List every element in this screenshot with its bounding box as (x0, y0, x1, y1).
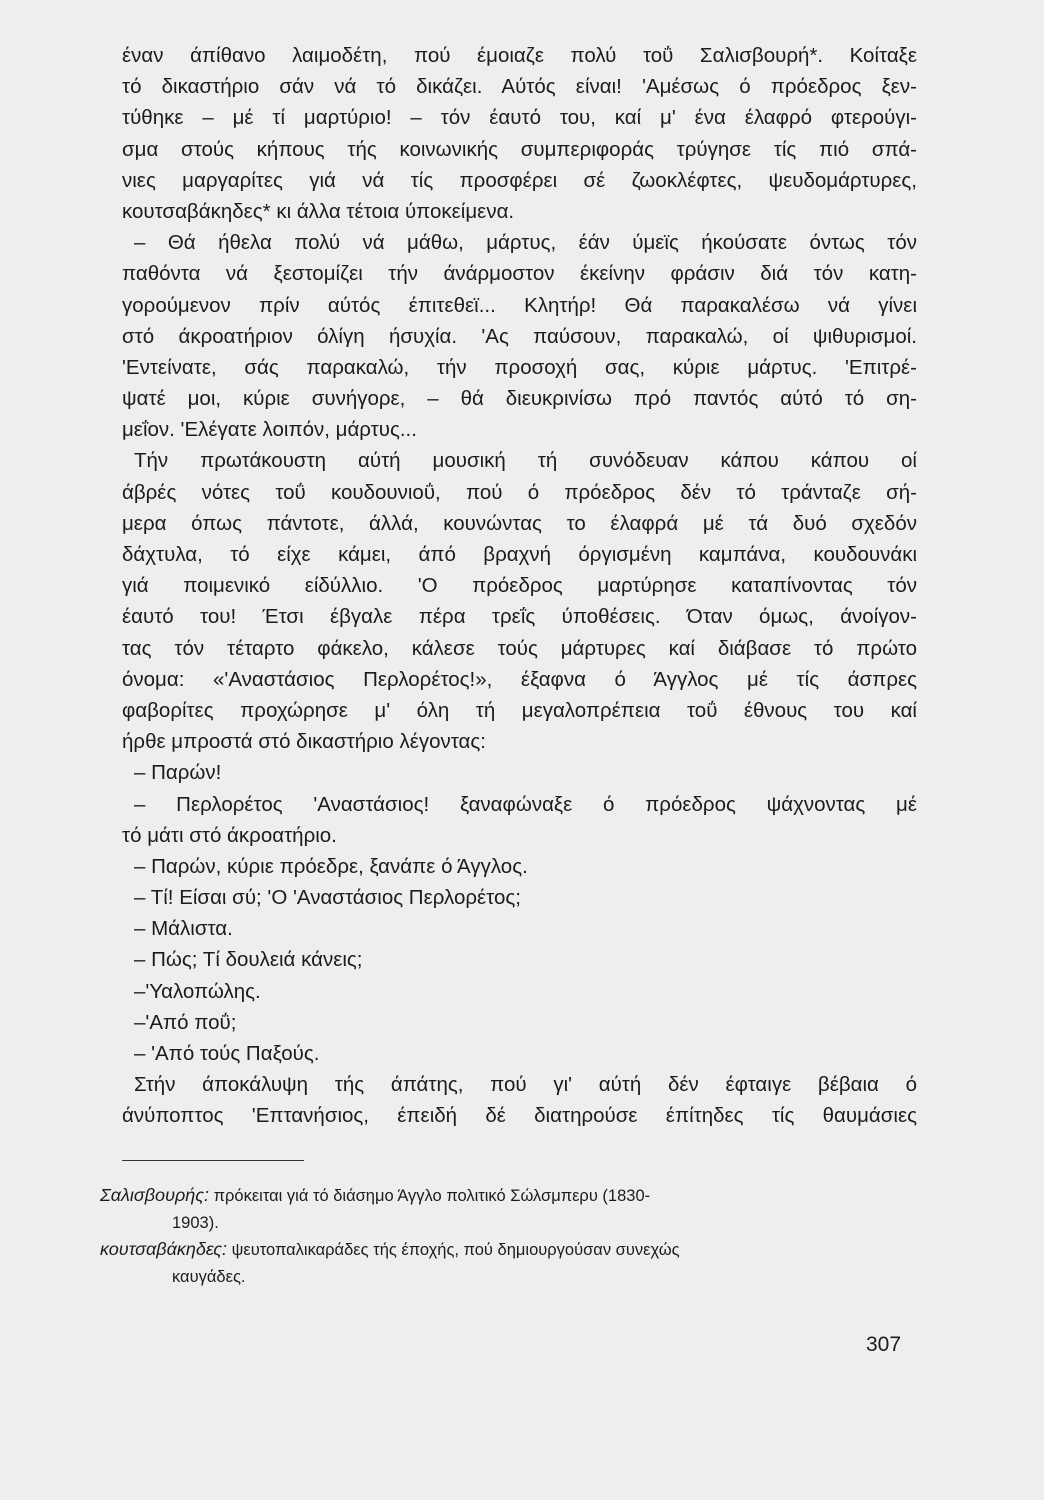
text-line: –'Υαλοπώλης. (134, 979, 261, 1003)
footnote-1-continuation: 1903). (172, 1213, 219, 1232)
text-line: –'Από ποΰ; (134, 1010, 237, 1034)
footnote-2-continuation: καυγάδες. (172, 1267, 246, 1286)
text-line: – Παρών! (134, 761, 222, 785)
body-text (122, 40, 917, 1132)
text-line: – Θά ήθελα πολύ νά μάθω, μάρτυς, έάν ύμεϊς ήκούσατε όντως τόν (134, 231, 917, 255)
footnote-2-term: κουτσαβάκηδες: (100, 1239, 228, 1259)
text-line: μερα όπως πάντοτε, άλλά, κουνώντας το έλαφρά μέ τά δυό σχεδόν (122, 511, 917, 535)
text-line: – Μάλιστα. (134, 917, 233, 941)
text-line: παθόντα νά ξεστομίζει τήν άνάρμοστον έκείνην φράσιν διά τόν κατη- (122, 262, 917, 286)
text-line: γορούμενον πρίν αύτός έπιτεθεϊ... Κλητήρ! Θά παρακαλέσω νά γίνει (122, 293, 917, 317)
footnote-2-line (100, 1236, 918, 1264)
text-line: – Περλορέτος 'Αναστάσιος! ξαναφώναξε ό πρόεδρος ψάχνοντας μέ (134, 792, 917, 816)
text-line: σμα στούς κήπους τής κοινωνικής συμπεριφοράς τρύγησε τίς πιό σπά- (122, 137, 917, 161)
text-line: τας τόν τέταρτο φάκελο, κάλεσε τούς μάρτυρες καί διάβασε τό πρώτο (122, 636, 917, 660)
footnote-1-line (100, 1182, 918, 1210)
text-line: Τήν πρωτάκουστη αύτή μουσική τή συνόδευαν κάπου κάπου οί (134, 449, 917, 473)
text-line: γιά ποιμενικό είδύλλιο. 'Ο πρόεδρος μαρτύρησε καταπίνοντας τόν (122, 574, 917, 598)
text-line: ψατέ μοι, κύριε συνήγορε, – θά διευκρινίσω πρό παντός αύτό τό ση- (122, 387, 917, 411)
text-line: στό άκροατήριον όλίγη ήσυχία. 'Ας παύσουν, παρακαλώ, οί ψιθυρισμοί. (122, 324, 917, 348)
text-line: νιες μαργαρίτες γιά νά τίς προσφέρει σέ ζωοκλέφτες, ψευδομάρτυρες, (122, 168, 917, 192)
footnote-divider (122, 1160, 304, 1161)
text-line: ήρθε μπροστά στό δικαστήριο λέγοντας: (122, 730, 486, 754)
text-line: όνομα: «'Αναστάσιος Περλορέτος!», έξαφνα ό Άγγλος μέ τίς άσπρες (122, 667, 917, 691)
text-line: φαβορίτες προχώρησε μ' όλη τή μεγαλοπρέπεια τοΰ έθνους του καί (122, 698, 917, 722)
text-line: τό μάτι στό άκροατήριο. (122, 823, 337, 847)
text-line: – 'Από τούς Παξούς. (134, 1042, 320, 1065)
text-line: έναν άπίθανο λαιμοδέτη, πού έμοιαζε πολύ τοΰ Σαλισβουρή*. Κοίταξε (122, 44, 917, 67)
text-line: δάχτυλα, τό είχε κάμει, άπό βραχνή όργισμένη καμπάνα, κουδουνάκι (122, 543, 917, 566)
text-line: – Πώς; Τί δουλειά κάνεις; (134, 948, 363, 972)
page-number: 307 (866, 1333, 902, 1356)
text-line: – Παρών, κύριε πρόεδρε, ξανάπε ό Άγγλος. (134, 854, 528, 878)
text-line: άβρές νότες τοΰ κουδουνιοΰ, πού ό πρόεδρος δέν τό τράνταζε σή- (122, 480, 917, 504)
footnote-1-term: Σαλισβουρής: (100, 1185, 210, 1205)
text-line: τό δικαστήριο σάν νά τό δικάζει. Αύτός είναι! 'Αμέσως ό πρόεδρος ξεν- (122, 75, 917, 99)
footnotes (100, 1182, 918, 1290)
text-line: έαυτό του! Έτσι έβγαλε πέρα τρεΐς ύποθέσεις. Όταν όμως, άνοίγον- (122, 605, 917, 629)
text-line: – Τί! Είσαι σύ; 'Ο 'Αναστάσιος Περλορέτος; (134, 886, 521, 910)
text-line: Στήν άποκάλυψη τής άπάτης, πού γι' αύτή δέν έφταιγε βέβαια ό (134, 1073, 917, 1097)
text-line: 'Εντείνατε, σάς παρακαλώ, τήν προσοχή σας, κύριε μάρτυς. 'Επιτρέ- (122, 355, 917, 379)
text-line: τύθηκε – μέ τί μαρτύριο! – τόν έαυτό του, καί μ' ένα έλαφρό φτερούγι- (122, 106, 917, 130)
text-line: κουτσαβάκηδες* κι άλλα τέτοια ύποκείμενα. (122, 199, 515, 223)
footnote-1-definition: πρόκειται γιά τό διάσημο Άγγλο πολιτικό Σώλσμπερυ (1830- (213, 1187, 651, 1205)
footnote-2-definition: ψευτοπαλικαράδες τής έποχής, πού δημιουργούσαν συνεχώς (231, 1241, 680, 1259)
text-line: μεΐον. 'Ελέγατε λοιπόν, μάρτυς... (122, 418, 417, 442)
text-line: άνύποπτος 'Επτανήσιος, έπειδή δέ διατηρούσε έπίτηδες τίς θαυμάσιες (122, 1104, 917, 1128)
